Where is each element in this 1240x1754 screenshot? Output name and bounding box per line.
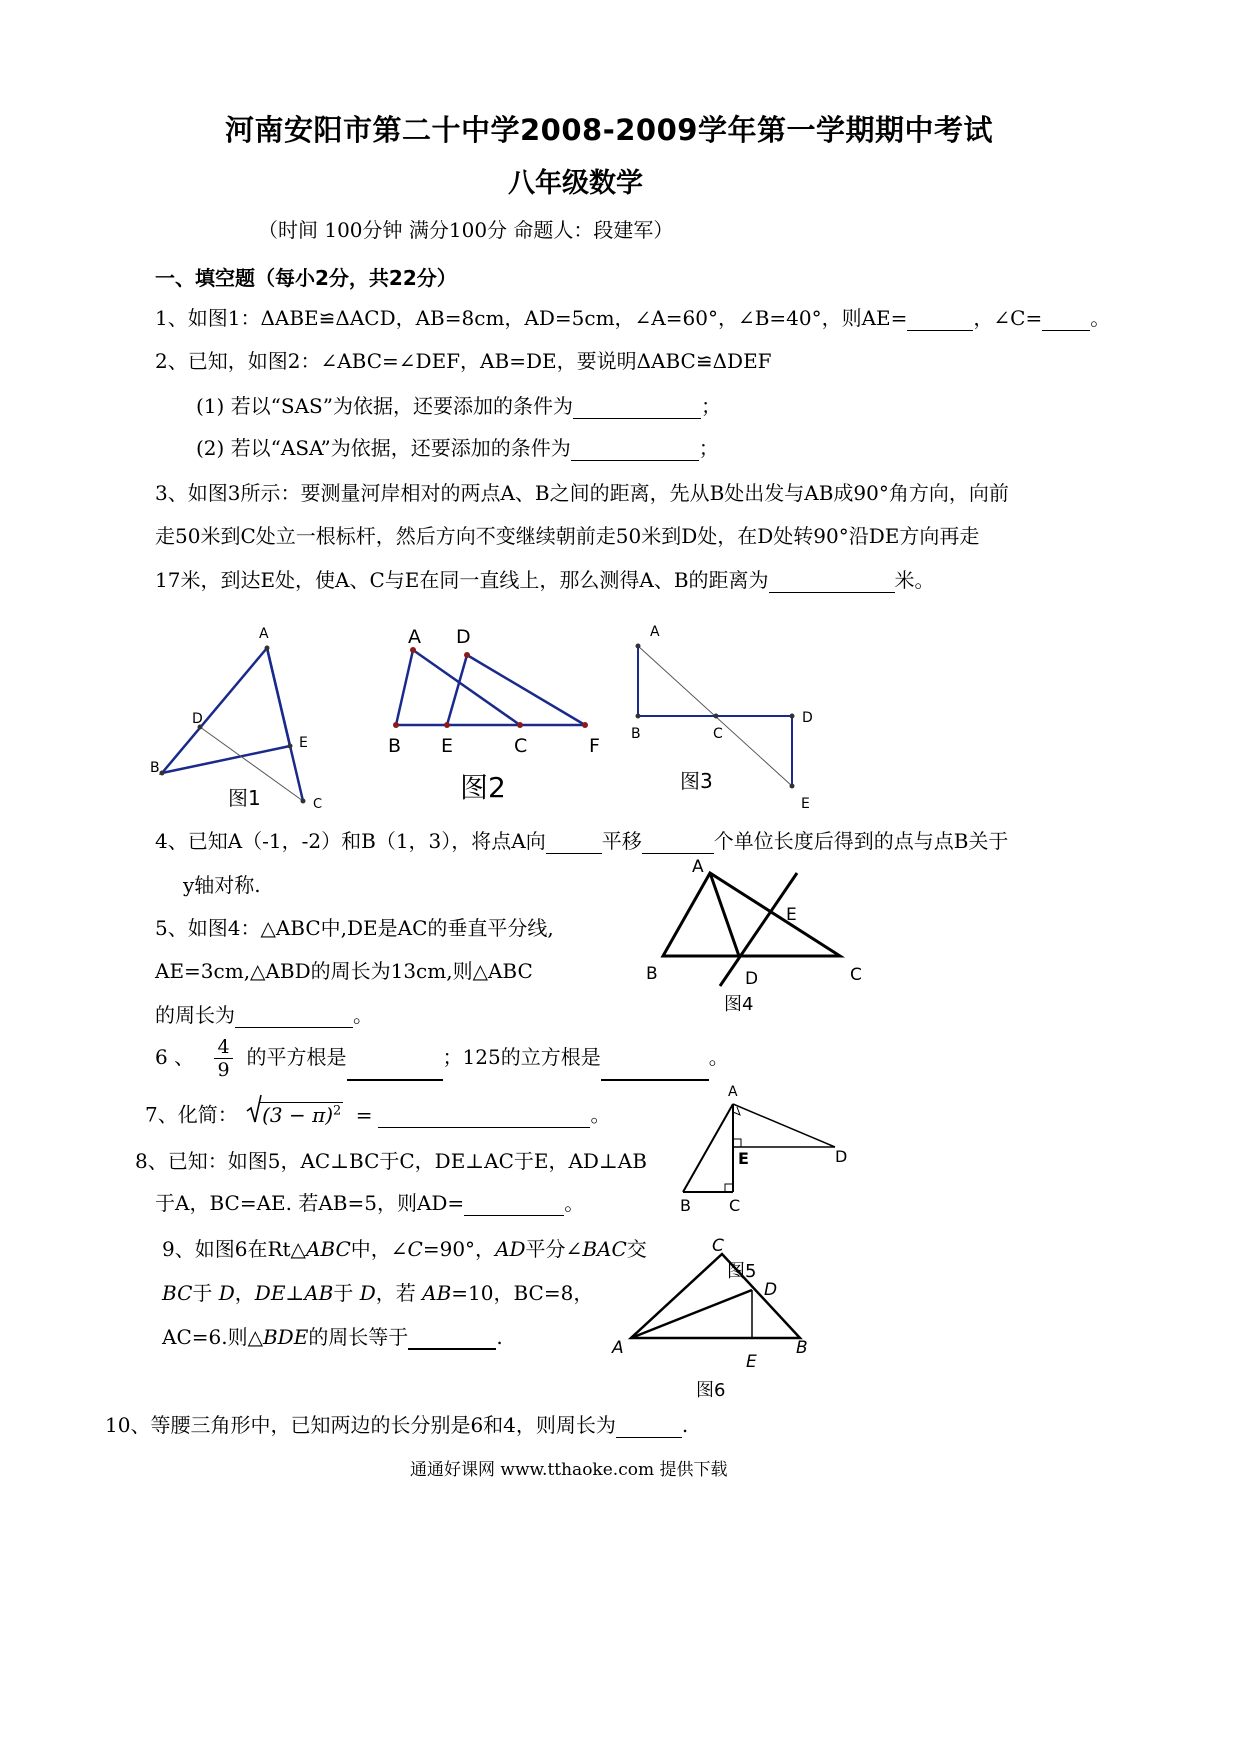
question-10 [105,1412,688,1438]
question-10-text: 10、等腰三角形中，已知两边的长分别是6和4，则周长为 [105,1413,616,1437]
question-1-mid: ，∠C= [973,306,1043,330]
question-4-line-2: y轴对称. [183,873,261,897]
fig6-caption: 图6 [696,1380,726,1401]
answer-blank-9[interactable] [408,1328,496,1350]
answer-blank-1a[interactable] [907,310,973,331]
fraction-numerator: 4 [214,1036,232,1059]
exam-title: 河南安阳市第二十中学2008-2009学年第一学期期中考试 [225,113,993,147]
question-6 [155,1036,729,1081]
fraction-four-ninths [214,1036,232,1081]
fig6-label-e: E [746,1352,757,1372]
q9-u4: ， [234,1281,255,1305]
question-3-line-2: 走50米到C处立一根标杆，然后方向不变继续朝前走50米到D处，在D处转90°沿DE方向再走 [155,524,980,548]
question-2-sub2-text: (2) 若以“ASA”为依据，还要添加的条件为 [196,436,571,460]
question-8-line-2 [155,1190,584,1216]
fig2-label-d: D [456,626,471,648]
question-5-line-3 [155,1002,373,1028]
fig3-label-a: A [650,624,660,640]
sqrt-expression [246,1098,343,1128]
question-5-end: 。 [353,1003,373,1027]
question-9-line-3 [162,1324,503,1350]
fig2-label-f: F [589,735,600,757]
fig5-label-e: E [738,1149,749,1168]
question-2-sub2 [196,435,719,461]
figure-3 [615,615,825,815]
q9-t1: 9、如图6在Rt△ [162,1237,306,1261]
question-8-line-1: 8、已知：如图5，AC⊥BC于C，DE⊥AC于E，AD⊥AB [135,1149,647,1173]
question-8-line-2-text: 于A，BC=AE. 若AB=5，则AD= [155,1191,465,1215]
fig1-label-c: C [313,797,323,812]
question-7-prefix: 7、化简： [145,1102,238,1127]
question-6-prefix: 6 、 [155,1045,195,1069]
q9-t6: AD [495,1237,526,1261]
figure-4 [640,850,870,1020]
q9-u2: 于 [192,1281,219,1305]
q9-t8: BAC [582,1237,627,1261]
q9-v2: BDE [262,1325,309,1349]
question-4-text-c: 个单位长度后得到的点与点B关于 [713,829,1009,853]
question-4 [155,828,1008,854]
q9-u10: ，若 [375,1281,423,1305]
fig4-label-e: E [786,905,797,925]
fig5-label-b: B [680,1196,691,1215]
q9-u12: =10，BC=8， [451,1281,594,1305]
fig6-label-d: D [764,1280,778,1300]
answer-blank-4a[interactable] [546,833,602,854]
fig4-caption: 图4 [724,994,754,1015]
fig1-label-d: D [192,711,203,727]
answer-blank-5[interactable] [235,1007,353,1028]
sqrt-sign [246,1094,262,1124]
answer-blank-2a[interactable] [573,398,701,419]
question-6-mid2: ；125的立方根是 [442,1045,601,1069]
section-heading: 一、填空题（每小2分，共22分） [155,266,457,290]
answer-blank-7[interactable] [378,1107,590,1128]
answer-blank-10[interactable] [616,1417,682,1438]
question-5-line-3-text: 的周长为 [155,1003,235,1027]
q9-t5: =90°， [422,1237,496,1261]
q9-end: . [496,1325,503,1349]
question-1-end: 。 [1090,306,1111,330]
figure-1 [140,620,380,820]
figure-2 [380,620,610,810]
question-6-end: 。 [708,1045,729,1069]
q9-t3: 中，∠ [350,1237,408,1261]
fig3-label-b: B [631,726,641,742]
question-7 [145,1098,610,1128]
fig6-label-b: B [796,1338,808,1358]
question-9-line-1 [162,1236,647,1262]
fig3-label-d: D [802,710,813,726]
question-10-end: . [681,1413,689,1437]
q9-u3: D [218,1281,235,1305]
question-2-sub1 [196,393,721,419]
question-2: 2、已知，如图2：∠ABC=∠DEF，AB=DE，要说明ΔABC≌ΔDEF [155,349,772,373]
q9-u8: 于 [333,1281,360,1305]
q9-u7: AB [304,1281,334,1305]
fig2-label-c: C [514,735,528,757]
fig3-label-c: C [713,726,723,742]
fig4-label-a: A [692,857,704,877]
q9-v1: AC=6.则△ [162,1325,263,1349]
answer-blank-3[interactable] [769,572,895,593]
fig4-label-d: D [745,969,759,989]
answer-blank-6a[interactable] [347,1059,443,1081]
fig5-label-d: D [835,1147,848,1166]
question-4-text-b: 平移 [601,829,642,853]
question-4-text-a: 4、已知A（-1，-2）和B（1，3），将点A向 [155,829,546,853]
q9-t2: ABC [305,1237,351,1261]
question-9-line-2 [162,1280,593,1306]
fig1-caption: 图1 [228,786,261,810]
fig2-label-a: A [408,626,421,648]
answer-blank-1b[interactable] [1042,310,1090,331]
fig2-label-e: E [441,735,454,757]
question-7-equals: = [355,1102,373,1127]
fraction-denominator: 9 [217,1059,230,1081]
sqrt-radicand: (3 − π) [262,1102,334,1127]
question-3-line-1: 3、如图3所示：要测量河岸相对的两点A、B之间的距离，先从B处出发与AB成90°角方向，向前 [155,481,1009,505]
fig6-label-c: C [712,1236,724,1256]
fig1-side-ac [267,648,303,801]
fig1-label-a: A [259,626,269,642]
q9-u1: BC [162,1281,193,1305]
page-footer: 通通好课网 www.tthaoke.com 提供下载 [410,1460,728,1480]
fig3-caption: 图3 [680,769,713,793]
answer-blank-8[interactable] [464,1195,564,1216]
q9-u5: DE [254,1281,286,1305]
question-5-line-1: 5、如图4：△ABC中,DE是AC的垂直平分线, [155,916,554,940]
q9-v3: 的周长等于 [308,1325,409,1349]
question-2-sub1-end: ； [700,394,721,418]
figure-6 [605,1235,815,1405]
question-6-mid: 的平方根是 [246,1045,347,1069]
question-2-sub2-end: ； [698,436,719,460]
fig5-label-c: C [729,1196,741,1215]
fig6-label-a: A [612,1338,624,1358]
q9-u11: AB [422,1281,452,1305]
question-3-line-3-text: 17米，到达E处，使A、C与E在同一直线上，那么测得A、B的距离为 [155,568,769,592]
question-1 [155,305,1110,331]
fig5-caption: 图5 [727,1261,757,1282]
fig2-label-b: B [388,735,402,757]
answer-blank-2b[interactable] [571,440,699,461]
fig5-label-a: A [728,1084,738,1100]
exam-subtitle: 八年级数学 [508,168,643,199]
q9-t7: 平分∠ [525,1237,583,1261]
q9-t9: 交 [626,1237,647,1261]
fig4-label-c: C [850,965,862,985]
fig2-caption: 图2 [460,771,506,804]
exam-info: （时间 100分钟 满分100分 命题人：段建军） [258,218,674,242]
question-3-end: 米。 [894,568,935,592]
q9-u9: D [359,1281,376,1305]
q9-t4: C [407,1237,423,1261]
fig4-label-b: B [646,964,658,984]
question-3-line-3 [155,567,935,593]
fig1-label-b: B [150,760,160,776]
question-2-sub1-text: (1) 若以“SAS”为依据，还要添加的条件为 [196,394,573,418]
fig1-label-e: E [299,735,308,751]
question-5-line-2: AE=3cm,△ABD的周长为13cm,则△ABC [155,959,533,983]
question-8-end: 。 [564,1191,585,1215]
question-1-text: 1、如图1：ΔABE≌ΔACD，AB=8cm，AD=5cm，∠A=60°，∠B=40°，则AE= [155,306,908,330]
fig3-label-e: E [801,796,810,812]
sqrt-exponent: 2 [333,1103,342,1118]
question-7-end: 。 [590,1102,611,1127]
q9-u6: ⊥ [285,1281,305,1305]
